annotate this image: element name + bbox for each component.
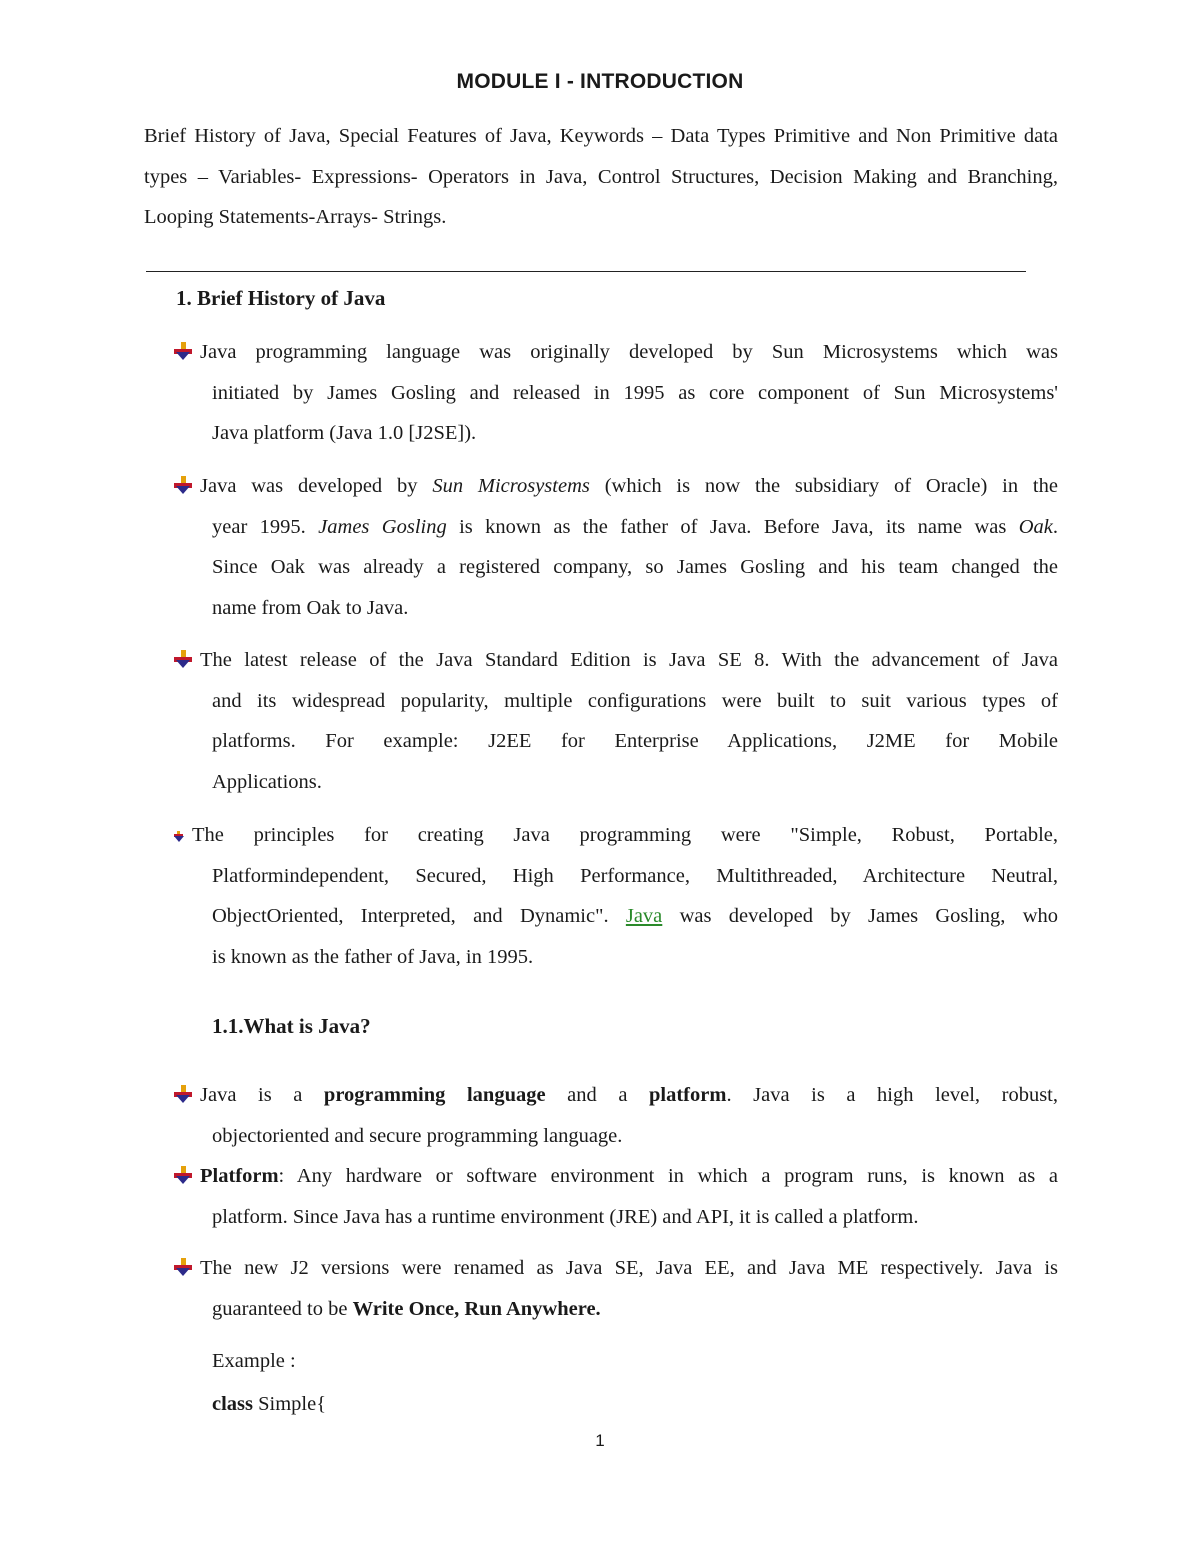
list-item: The principles for creating Java programming were "Simple, Robust, Portable, Platformindependent, Secured, High Performance, Multithreaded, Architecture Neutral, ObjectOriented, Interpreted, and Dynamic". Java was developed by James Gosling, who is known as the father of Java, in 1995. bbox=[172, 815, 1058, 978]
page-number: 1 bbox=[595, 1431, 605, 1450]
arrow-bullet-icon bbox=[172, 476, 194, 494]
list-item: Java was developed by Sun Microsystems (which is now the subsidiary of Oracle) in the year 1995. James Gosling is known as the father of Java. Before Java, its name was Oak. Since Oak was already a registered company, so James Gosling and his team changed the name from Oak to Java. bbox=[172, 466, 1058, 629]
java-link[interactable]: Java bbox=[625, 905, 663, 928]
arrow-bullet-icon bbox=[172, 1258, 194, 1276]
divider bbox=[146, 271, 1026, 272]
arrow-bullet-icon bbox=[172, 342, 194, 360]
page-title: MODULE I - INTRODUCTION bbox=[456, 70, 744, 93]
code-line: class Simple{ bbox=[212, 1393, 327, 1415]
arrow-bullet-icon bbox=[172, 1166, 194, 1184]
list-item: Java programming language was originally developed by Sun Microsystems which was initiated by James Gosling and released in 1995 as core component of Sun Microsystems' Java platform (Java 1.0 [J2SE]). bbox=[172, 332, 1058, 454]
section-heading-what-is-java: 1.1.What is Java? bbox=[212, 1014, 371, 1038]
list-item: The latest release of the Java Standard Edition is Java SE 8. With the advancement of Java and its widespread popularity, multiple configurations were built to suit various types of platforms. For example: J2EE for Enterprise Applications, J2ME for Mobile Applications. bbox=[172, 640, 1058, 803]
module-summary: Brief History of Java, Special Features of Java, Keywords – Data Types Primitive and Non Primitive data types – Variables- Expressions- Operators in Java, Control Structures, Decision Making and Branching, Looping Statements-Arrays- Strings. bbox=[144, 125, 1058, 228]
arrow-bullet-icon bbox=[172, 825, 186, 843]
arrow-bullet-icon bbox=[172, 1085, 194, 1103]
example-label: Example : bbox=[212, 1350, 296, 1372]
list-item: The new J2 versions were renamed as Java SE, Java EE, and Java ME respectively. Java is guaranteed to be Write Once, Run Anywhere. bbox=[172, 1248, 1058, 1329]
list-item: Platform: Any hardware or software environment in which a program runs, is known as a platform. Since Java has a runtime environment (JRE) and API, it is called a platform. bbox=[172, 1156, 1058, 1237]
list-item: Java is a programming language and a platform. Java is a high level, robust, objectoriented and secure programming language. bbox=[172, 1075, 1058, 1156]
section-heading-history: 1. Brief History of Java bbox=[176, 286, 386, 310]
arrow-bullet-icon bbox=[172, 650, 194, 668]
